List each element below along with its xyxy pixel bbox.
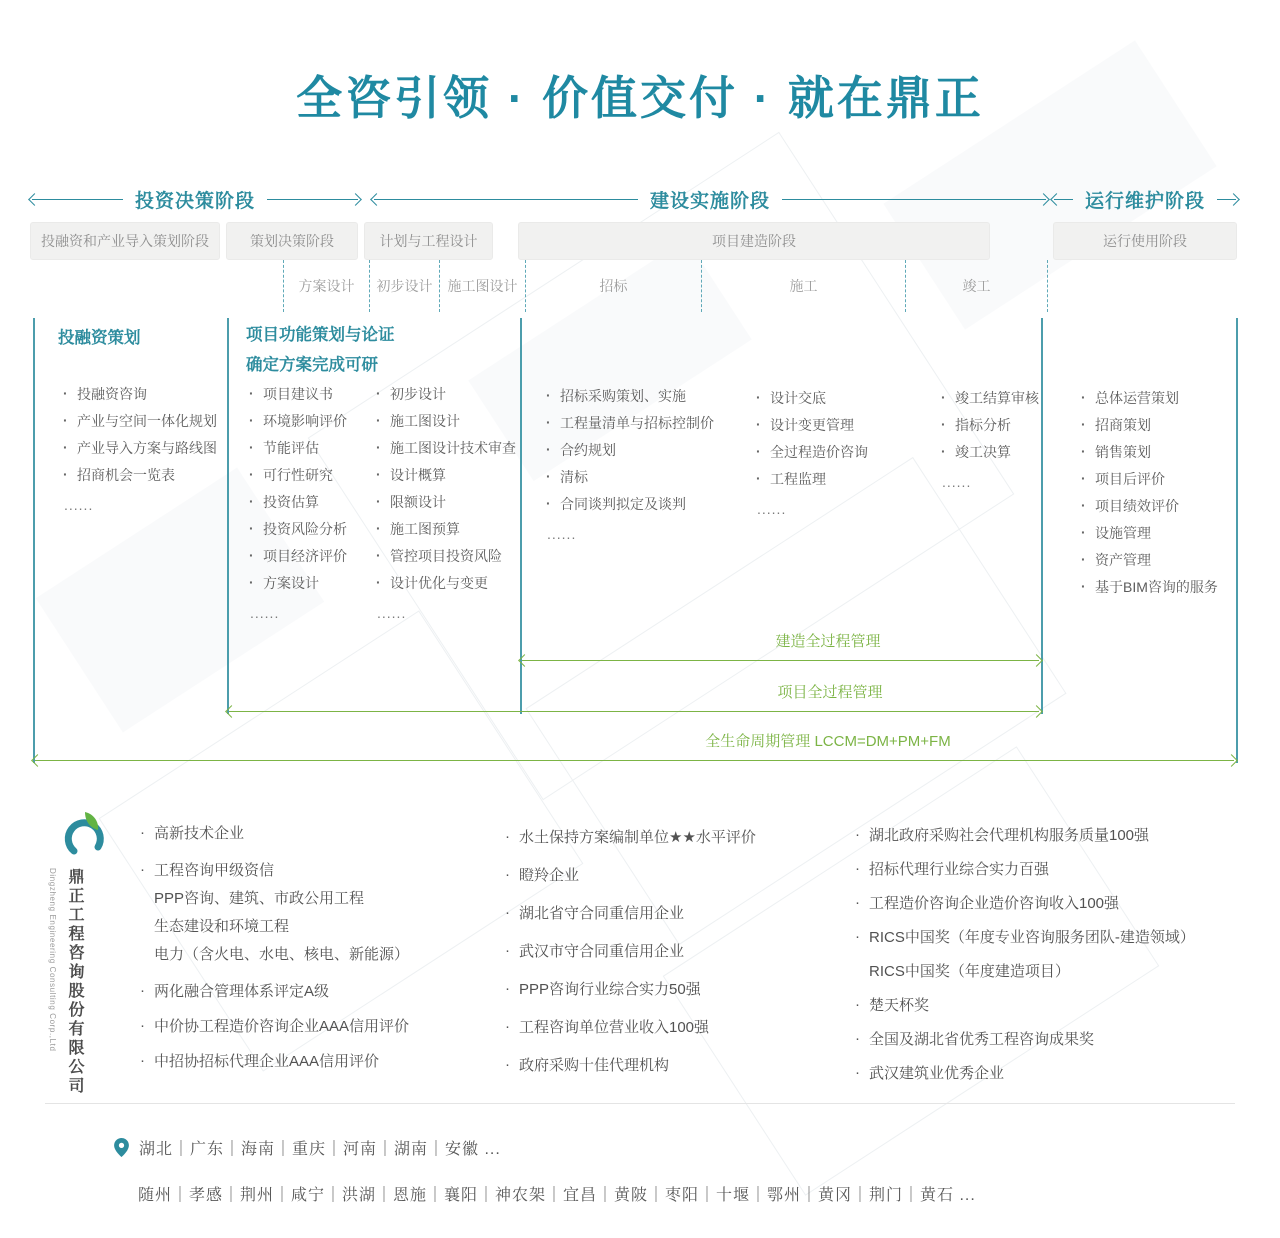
footer-cities: 随州｜孝感｜荆州｜咸宁｜洪湖｜恩施｜襄阳｜神农架｜宜昌｜黄陂｜枣阳｜十堰｜鄂州｜黄冈｜荆门｜黄石 ... bbox=[138, 1187, 976, 1204]
section-divider-line bbox=[227, 318, 229, 714]
company-name-vertical bbox=[48, 868, 86, 1096]
service-ellipsis: ...... bbox=[757, 501, 787, 517]
service-item: · 总体运营策划 bbox=[1080, 390, 1218, 407]
location-pin-icon bbox=[114, 1138, 129, 1157]
service-item: · 设计概算 bbox=[375, 467, 516, 484]
management-arrow-lifecycle bbox=[33, 756, 1236, 765]
substage-scheme-design bbox=[283, 260, 369, 312]
qualification-subitem: 电力（含火电、水电、核电、新能源） bbox=[154, 946, 410, 963]
substage-row bbox=[283, 260, 1048, 312]
management-label-construction: 建造全过程管理 bbox=[775, 633, 881, 650]
service-item: · 项目后评价 bbox=[1080, 471, 1218, 488]
qualification-item: · 中招协招标代理企业AAA信用评价 bbox=[140, 1052, 409, 1072]
service-item: · 竣工决算 bbox=[940, 444, 1039, 461]
qualification-item: · 工程咨询甲级资信 bbox=[140, 861, 409, 881]
section-header-planning bbox=[246, 320, 395, 380]
management-arrow-project bbox=[227, 707, 1041, 716]
service-item: · 方案设计 bbox=[248, 575, 347, 592]
qualification-item: · 招标代理行业综合实力百强 bbox=[855, 860, 1195, 880]
stage-box-use: 运行使用阶段 bbox=[1053, 222, 1237, 260]
service-item: · 设计交底 bbox=[755, 390, 868, 407]
stage-box-financing: 投融资和产业导入策划阶段 bbox=[30, 222, 220, 260]
service-column-financing bbox=[62, 386, 217, 513]
qualification-column-middle bbox=[505, 828, 756, 1076]
qualification-subitem: 生态建设和环境工程 bbox=[154, 918, 290, 935]
substage-label: 施工 bbox=[789, 278, 818, 294]
service-item: · 可行性研究 bbox=[248, 467, 347, 484]
stage-box-design: 计划与工程设计 bbox=[364, 222, 493, 260]
service-item: · 设施管理 bbox=[1080, 525, 1218, 542]
section-header-line1: 项目功能策划与论证 bbox=[246, 326, 395, 344]
service-item: · 初步设计 bbox=[375, 386, 516, 403]
qualification-item: · 湖北政府采购社会代理机构服务质量100强 bbox=[855, 826, 1195, 846]
phase-arrow-investment bbox=[30, 186, 360, 213]
service-column-bidding bbox=[545, 388, 714, 542]
phase-label: 投资决策阶段 bbox=[135, 191, 256, 212]
service-item: · 产业与空间一体化规划 bbox=[62, 413, 217, 430]
qualification-item: · 政府采购十佳代理机构 bbox=[505, 1056, 756, 1076]
arrow-right-chevron bbox=[1225, 754, 1238, 767]
arrow-right-chevron bbox=[1030, 654, 1043, 667]
section-header-financing: 投融资策划 bbox=[58, 329, 141, 347]
service-item: · 施工图设计 bbox=[375, 413, 516, 430]
arrow-line bbox=[35, 760, 1234, 762]
service-item: · 招商机会一览表 bbox=[62, 467, 217, 484]
qualification-item: · 水土保持方案编制单位★★水平评价 bbox=[505, 828, 756, 848]
phase-label: 运行维护阶段 bbox=[1085, 191, 1206, 212]
arrow-line bbox=[32, 199, 123, 201]
qualification-item: · 两化融合管理体系评定A级 bbox=[140, 982, 409, 1002]
service-item: · 项目绩效评价 bbox=[1080, 498, 1218, 515]
qualification-item: · 全国及湖北省优秀工程咨询成果奖 bbox=[855, 1030, 1195, 1050]
service-item: · 设计优化与变更 bbox=[375, 575, 516, 592]
service-column-site bbox=[755, 390, 868, 517]
qualification-item: · 工程造价咨询企业造价咨询收入100强 bbox=[855, 894, 1195, 914]
service-ellipsis: ...... bbox=[64, 497, 94, 513]
substage-label: 初步设计 bbox=[376, 278, 433, 294]
service-item: · 销售策划 bbox=[1080, 444, 1218, 461]
service-item: · 指标分析 bbox=[940, 417, 1039, 434]
substage-preliminary-design bbox=[369, 260, 439, 312]
qualification-item: · 高新技术企业 bbox=[140, 824, 409, 844]
service-item: · 环境影响评价 bbox=[248, 413, 347, 430]
qualification-item: · 武汉建筑业优秀企业 bbox=[855, 1064, 1195, 1084]
service-ellipsis: ...... bbox=[377, 605, 407, 621]
qualification-item: · 中价协工程造价咨询企业AAA信用评价 bbox=[140, 1017, 409, 1037]
stage-box-build: 项目建造阶段 bbox=[518, 222, 990, 260]
qualification-subitem: PPP咨询、建筑、市政公用工程 bbox=[154, 890, 365, 907]
service-column-completion bbox=[940, 390, 1039, 490]
footer-divider bbox=[45, 1103, 1235, 1104]
service-item: · 竣工结算审核 bbox=[940, 390, 1039, 407]
qualification-subitem: RICS中国奖（年度建造项目） bbox=[869, 963, 1070, 980]
arrow-line bbox=[374, 199, 638, 201]
service-item: · 限额设计 bbox=[375, 494, 516, 511]
service-item: · 招商策划 bbox=[1080, 417, 1218, 434]
management-arrow-construction bbox=[520, 656, 1041, 665]
stage-box-decision: 策划决策阶段 bbox=[226, 222, 358, 260]
footer-provinces: 湖北｜广东｜海南｜重庆｜河南｜湖南｜安徽 ... bbox=[139, 1141, 501, 1158]
service-ellipsis: ...... bbox=[942, 474, 972, 490]
qualification-item: · RICS中国奖（年度专业咨询服务团队-建造领域） bbox=[855, 928, 1195, 948]
section-header-line2: 确定方案完成可研 bbox=[246, 356, 378, 374]
arrow-left-chevron bbox=[31, 754, 44, 767]
service-item: · 招标采购策划、实施 bbox=[545, 388, 714, 405]
service-item: · 全过程造价咨询 bbox=[755, 444, 868, 461]
substage-working-drawing bbox=[439, 260, 525, 312]
service-item: · 投资估算 bbox=[248, 494, 347, 511]
service-item: · 管控项目投资风险 bbox=[375, 548, 516, 565]
service-column-design bbox=[375, 386, 516, 621]
service-ellipsis: ...... bbox=[547, 526, 577, 542]
section-divider-line bbox=[33, 318, 35, 763]
service-item: · 施工图预算 bbox=[375, 521, 516, 538]
substage-construction bbox=[701, 260, 905, 312]
management-label-project: 项目全过程管理 bbox=[777, 684, 883, 701]
arrow-right-chevron bbox=[1030, 705, 1043, 718]
arrow-right-chevron bbox=[349, 193, 362, 206]
arrow-left-chevron bbox=[1050, 193, 1063, 206]
service-item: · 投融资咨询 bbox=[62, 386, 217, 403]
service-item: · 项目经济评价 bbox=[248, 548, 347, 565]
service-item: · 资产管理 bbox=[1080, 552, 1218, 569]
service-item: · 投资风险分析 bbox=[248, 521, 347, 538]
service-item: · 项目建议书 bbox=[248, 386, 347, 403]
service-item: · 合约规划 bbox=[545, 442, 714, 459]
service-item: · 工程监理 bbox=[755, 471, 868, 488]
service-column-planning bbox=[248, 386, 347, 621]
management-label-lifecycle: 全生命周期管理 LCCM=DM+PM+FM bbox=[705, 733, 951, 750]
qualification-item: · 湖北省守合同重信用企业 bbox=[505, 904, 756, 924]
arrow-right-chevron bbox=[1227, 193, 1240, 206]
phase-arrow-operation bbox=[1052, 186, 1238, 213]
service-ellipsis: ...... bbox=[250, 605, 280, 621]
company-name-en: Dingzheng Engineering Consulting Corp.,Ltd bbox=[48, 868, 57, 1052]
service-item: · 清标 bbox=[545, 469, 714, 486]
service-item: · 基于BIM咨询的服务 bbox=[1080, 579, 1218, 596]
arrow-left-chevron bbox=[370, 193, 383, 206]
arrow-line bbox=[229, 711, 1039, 713]
arrow-left-chevron bbox=[518, 654, 531, 667]
arrow-left-chevron bbox=[28, 193, 41, 206]
substage-label: 施工图设计 bbox=[447, 278, 518, 294]
footer-provinces-row bbox=[114, 1136, 501, 1159]
arrow-right-chevron bbox=[1037, 193, 1050, 206]
dingzheng-logo-icon bbox=[62, 810, 106, 860]
qualification-column-left bbox=[140, 824, 409, 1072]
substage-label: 方案设计 bbox=[298, 278, 355, 294]
service-item: · 工程量清单与招标控制价 bbox=[545, 415, 714, 432]
arrow-line bbox=[782, 199, 1046, 201]
arrow-line bbox=[522, 660, 1039, 662]
service-item: · 产业导入方案与路线图 bbox=[62, 440, 217, 457]
phase-label: 建设实施阶段 bbox=[650, 191, 771, 212]
substage-bidding bbox=[525, 260, 701, 312]
page-title: 全咨引领 · 价值交付 · 就在鼎正 bbox=[296, 72, 984, 124]
qualification-item: · 工程咨询单位营业收入100强 bbox=[505, 1018, 756, 1038]
arrow-left-chevron bbox=[225, 705, 238, 718]
arrow-line bbox=[267, 199, 358, 201]
section-divider-line bbox=[1041, 318, 1043, 714]
substage-completion bbox=[905, 260, 1048, 312]
service-column-operation bbox=[1080, 390, 1218, 606]
company-name-cn: 鼎正工程咨询股份有限公司 bbox=[66, 868, 83, 1096]
qualification-item: · 武汉市守合同重信用企业 bbox=[505, 942, 756, 962]
section-divider-line bbox=[1236, 318, 1238, 763]
qualification-item: · PPP咨询行业综合实力50强 bbox=[505, 980, 756, 1000]
service-item: · 节能评估 bbox=[248, 440, 347, 457]
service-item: · 施工图设计技术审查 bbox=[375, 440, 516, 457]
qualification-column-right bbox=[855, 826, 1195, 1084]
section-divider-line bbox=[520, 318, 522, 714]
qualification-item: · 瞪羚企业 bbox=[505, 866, 756, 886]
phase-arrow-construction bbox=[372, 186, 1048, 213]
substage-label: 招标 bbox=[599, 278, 628, 294]
service-item: · 设计变更管理 bbox=[755, 417, 868, 434]
qualification-item: · 楚天杯奖 bbox=[855, 996, 1195, 1016]
substage-label: 竣工 bbox=[962, 278, 991, 294]
service-item: · 合同谈判拟定及谈判 bbox=[545, 496, 714, 513]
